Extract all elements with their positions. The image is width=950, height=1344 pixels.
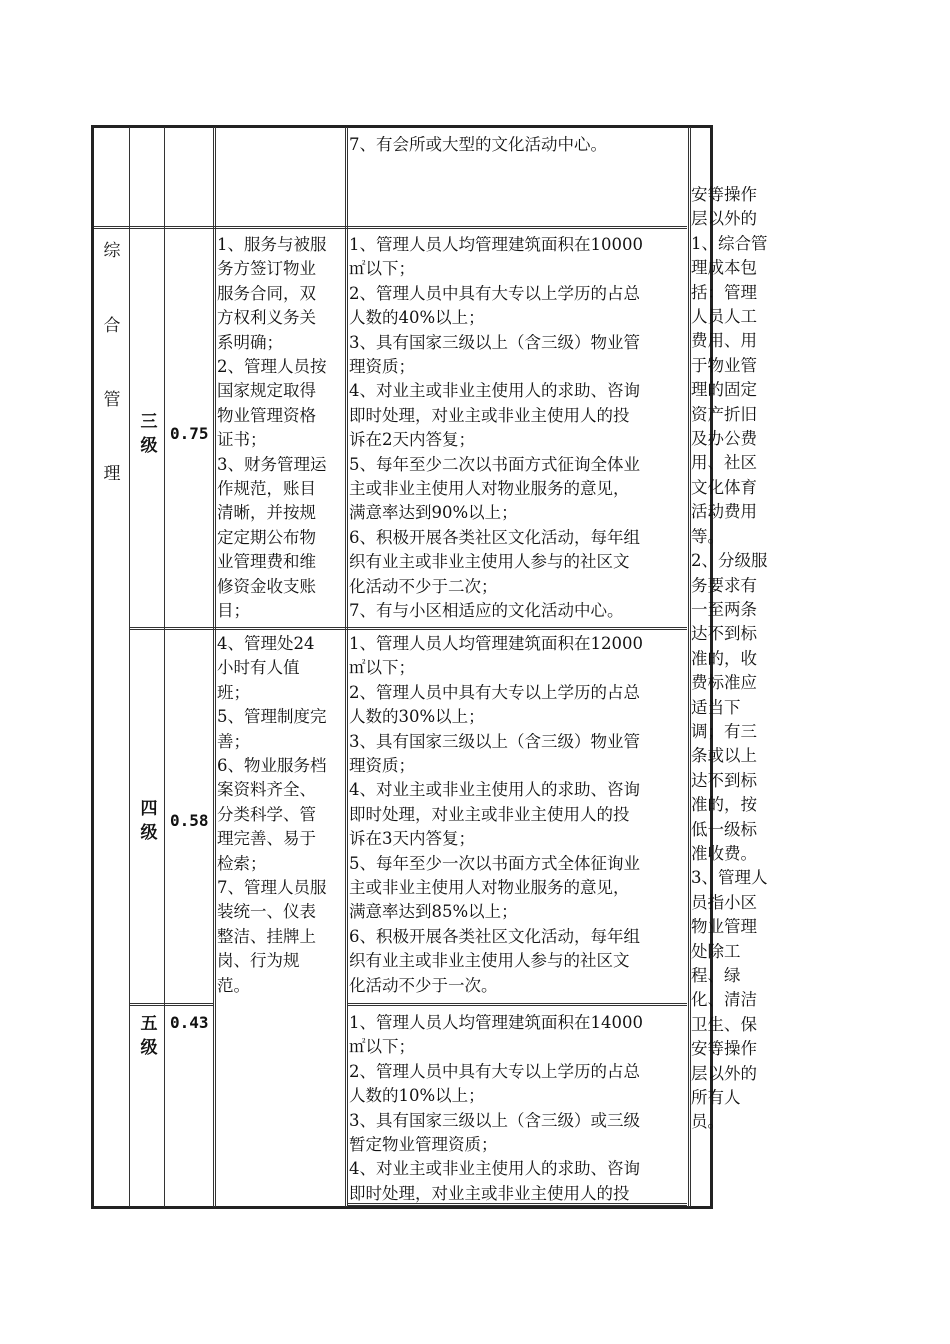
- standard-cell: 1、管理人员人均管理建筑面积在14000 ㎡以下； 2、管理人员中具有大专以上学历的占总 人数的10%以上； 3、具有国家三级以上（含三级）或三级 暂定物业管理资质； 4、对业主或非业主使用人的求助、咨询 即时处理，对业主或非业主使用人的投: [349, 1013, 643, 1203]
- category-char: 理: [103, 464, 121, 484]
- standard-cell-top: 7、有会所或大型的文化活动中心。: [349, 135, 607, 154]
- col-divider: [213, 127, 214, 1207]
- standard-cell: 1、管理人员人均管理建筑面积在10000 ㎡以下； 2、管理人员中具有大专以上学历的占总 人数的40%以上； 3、具有国家三级以上（含三级）物业管 理资质； 4、对业主或非业主使用人的求助、咨询 即时处理，对业主或非业主使用人的投 诉在2天内答复； 5、每年至少二次以书面方式征询全体业 主或非业主使用人对物业服务的意见， 满意率达到90%以上； 6、积极开展各类社区文化活动，每年组 织有业主或非业主使用人参与的社区文 化活动不少于二次； 7、有与小区相适应的文化活动中心。: [349, 235, 643, 621]
- level-label: 三 级: [140, 412, 158, 456]
- col-divider: [215, 127, 216, 1207]
- category-char: 管: [103, 390, 121, 410]
- category-char: 综: [103, 241, 121, 261]
- col-divider: [164, 127, 165, 1207]
- standard-cell: 1、管理人员人均管理建筑面积在12000 ㎡以下； 2、管理人员中具有大专以上学历的占总 人数的30%以上； 3、具有国家三级以上（含三级）物业管 理资质； 4、对业主或非业主使用人的求助、咨询 即时处理，对业主或非业主使用人的投 诉在3天内答复； 5、每年至少一次以书面方式全体征询业 主或非业主使用人对物业服务的意见， 满意率达到85%以上； 6、积极开展各类社区文化活动，每年组 织有业主或非业主使用人参与的社区文 化活动不少于一次。: [349, 634, 643, 995]
- category-char: 合: [103, 316, 121, 336]
- coefficient: 0.58: [170, 811, 209, 830]
- level-label: 四 级: [140, 799, 158, 843]
- level-label: 五 级: [140, 1014, 158, 1058]
- coefficient: 0.43: [170, 1013, 209, 1032]
- common-requirements-cell: 1、服务与被服 务方签订物业 服务合同，双 方权利义务关 系明确； 2、管理人员按 国家规定取得 物业管理资格 证书； 3、财务管理运 作规范，账目 清晰，并按规 定定期公布物 业管理费和维 修资金收支账 目；: [217, 235, 327, 621]
- row-divider: [130, 1003, 214, 1006]
- common-requirements-cell: 4、管理处24 小时有人值 班； 5、管理制度完 善； 6、物业服务档 案资料齐全、 分类科学、管 理完善、易于 检索； 7、管理人员服 装统一、仪表 整洁、挂牌上 岗、行为规 范。: [217, 634, 327, 995]
- col-divider: [347, 127, 348, 1207]
- coefficient: 0.75: [170, 424, 209, 443]
- row-divider: [347, 1003, 687, 1006]
- notes-text: 安等操作 层以外的 1、综合管 理成本包 括：管理 人员人工 费用、用 于物业管 理的固定 资产折旧 及办公费 用、社区 文化体育 活动费用 等。 2、分级服 务要求有 一至两条 达不到标 准的，收 费标准应 适当下 调；有三 条或以上 达不到标 准的，按 低一级标 准收费。 3、管理人 员指小区 物业管理 处除工 程、绿 化、清洁 卫生、保 安等操作 层以外的 所有人 员。: [691, 185, 768, 1132]
- col-divider: [345, 127, 346, 1207]
- row-divider: [94, 226, 687, 229]
- col-divider: [129, 127, 130, 1207]
- row-divider: [130, 627, 687, 630]
- col-divider: [688, 127, 689, 1207]
